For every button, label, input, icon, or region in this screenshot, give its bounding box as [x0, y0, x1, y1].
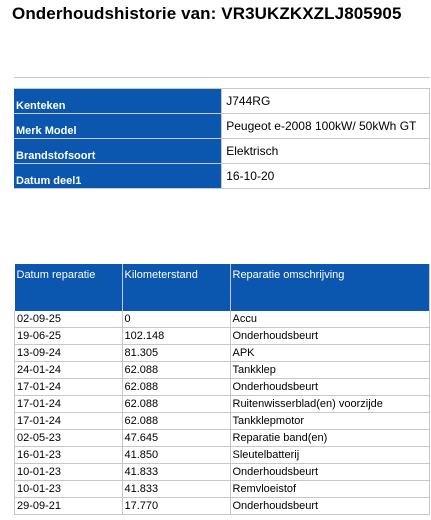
- table-row: [15, 328, 430, 345]
- cell-omschrijving: Onderhoudsbeurt: [230, 328, 430, 345]
- cell-kilometerstand: 62.088: [122, 362, 230, 379]
- table-row: [15, 311, 430, 328]
- cell-omschrijving: Reparatie band(en): [230, 430, 430, 447]
- vehicle-info-table: [14, 77, 430, 189]
- table-row: [15, 481, 430, 498]
- table-row: [15, 396, 430, 413]
- vehicle-label: Merk Model: [14, 114, 222, 139]
- table-row: [15, 413, 430, 430]
- vehicle-row-datum-deel1: [14, 164, 430, 189]
- repair-history-table: [14, 264, 430, 515]
- cell-datum: 29-09-21: [15, 498, 123, 515]
- vehicle-table-top-spacer: [14, 78, 430, 89]
- vehicle-value: Elektrisch: [222, 139, 430, 164]
- vehicle-value: 16-10-20: [222, 164, 430, 189]
- cell-kilometerstand: 41.833: [122, 464, 230, 481]
- header-datum-reparatie: Datum reparatie: [15, 264, 123, 311]
- table-row: [15, 362, 430, 379]
- table-row: [15, 379, 430, 396]
- cell-omschrijving: Accu: [230, 311, 430, 328]
- cell-omschrijving: Remvloeistof: [230, 481, 430, 498]
- cell-omschrijving: Tankklepmotor: [230, 413, 430, 430]
- history-body: [15, 311, 430, 515]
- cell-datum: 02-05-23: [15, 430, 123, 447]
- table-row: [15, 464, 430, 481]
- cell-kilometerstand: 62.088: [122, 413, 230, 430]
- cell-datum: 24-01-24: [15, 362, 123, 379]
- cell-kilometerstand: 17.770: [122, 498, 230, 515]
- cell-datum: 13-09-24: [15, 345, 123, 362]
- vehicle-row-brandstofsoort: [14, 139, 430, 164]
- cell-omschrijving: Onderhoudsbeurt: [230, 498, 430, 515]
- cell-omschrijving: Ruitenwisserblad(en) voorzijde: [230, 396, 430, 413]
- page-title: Onderhoudshistorie van: VR3UKZKXZLJ805905: [12, 4, 402, 23]
- vehicle-label: Brandstofsoort: [14, 139, 222, 164]
- cell-kilometerstand: 41.833: [122, 481, 230, 498]
- cell-datum: 02-09-25: [15, 311, 123, 328]
- vehicle-label: Datum deel1: [14, 164, 222, 189]
- cell-kilometerstand: 41.850: [122, 447, 230, 464]
- table-row: [15, 498, 430, 515]
- cell-omschrijving: APK: [230, 345, 430, 362]
- cell-datum: 16-01-23: [15, 447, 123, 464]
- table-row: [15, 430, 430, 447]
- cell-datum: 19-06-25: [15, 328, 123, 345]
- vehicle-value: Peugeot e-2008 100kW/ 50kWh GT: [222, 114, 430, 139]
- header-reparatie-omschrijving: Reparatie omschrijving: [230, 264, 430, 311]
- cell-kilometerstand: 81.305: [122, 345, 230, 362]
- cell-omschrijving: Onderhoudsbeurt: [230, 379, 430, 396]
- cell-omschrijving: Tankklep: [230, 362, 430, 379]
- cell-datum: 17-01-24: [15, 413, 123, 430]
- vehicle-row-merk-model: [14, 114, 430, 139]
- cell-omschrijving: Sleutelbatterij: [230, 447, 430, 464]
- vehicle-row-kenteken: [14, 89, 430, 114]
- cell-datum: 10-01-23: [15, 464, 123, 481]
- vehicle-label: Kenteken: [14, 89, 222, 114]
- table-row: [15, 447, 430, 464]
- cell-kilometerstand: 47.645: [122, 430, 230, 447]
- history-header-row: [15, 264, 430, 311]
- cell-omschrijving: Onderhoudsbeurt: [230, 464, 430, 481]
- cell-datum: 10-01-23: [15, 481, 123, 498]
- cell-datum: 17-01-24: [15, 379, 123, 396]
- cell-kilometerstand: 102.148: [122, 328, 230, 345]
- cell-kilometerstand: 0: [122, 311, 230, 328]
- cell-kilometerstand: 62.088: [122, 396, 230, 413]
- header-kilometerstand: Kilometerstand: [122, 264, 230, 311]
- cell-kilometerstand: 62.088: [122, 379, 230, 396]
- table-row: [15, 345, 430, 362]
- cell-datum: 17-01-24: [15, 396, 123, 413]
- vehicle-value: J744RG: [222, 89, 430, 114]
